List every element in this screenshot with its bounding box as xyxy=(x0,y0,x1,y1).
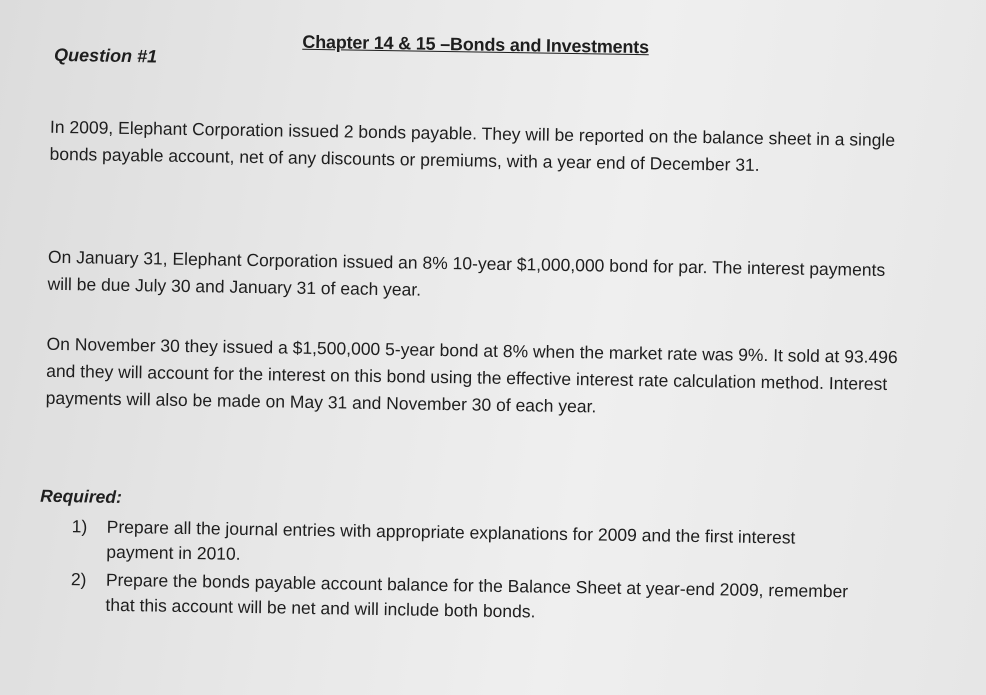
required-heading: Required: xyxy=(40,485,123,507)
required-item-number: 2) xyxy=(70,569,87,590)
required-item-number: 1) xyxy=(71,516,88,537)
question-label: Question #1 xyxy=(53,44,158,67)
paragraph-second-bond: On November 30 they issued a $1,500,000 5-year bond at 8% when the market rate was 9%. It sold at 93.496 and they will account for the interest on this bond using the effective interest rate calculation method. Interest payments will also be made on May 31 and November 30 of each year. xyxy=(45,333,898,417)
required-item-text: Prepare the bonds payable account balance for the Balance Sheet at year-end 2009, remember that this account will be net and will include both bonds. xyxy=(105,569,849,622)
required-list xyxy=(70,514,852,632)
required-item xyxy=(71,514,852,576)
required-item xyxy=(70,567,851,629)
paragraph-first-bond: On January 31, Elephant Corporation issued an 8% 10-year $1,000,000 bond for par. The interest payments will be due July 30 and January 31 of each year. xyxy=(47,246,886,300)
chapter-title: Chapter 14 & 15 –Bonds and Investments xyxy=(302,31,650,58)
required-item-text: Prepare all the journal entries with appropriate explanations for 2009 and the first interest payment in 2010. xyxy=(106,516,796,564)
paragraph-intro: In 2009, Elephant Corporation issued 2 bonds payable. They will be reported on the balance sheet in a single bonds payable account, net of any discounts or premiums, with a year end of December 31. xyxy=(49,116,896,175)
